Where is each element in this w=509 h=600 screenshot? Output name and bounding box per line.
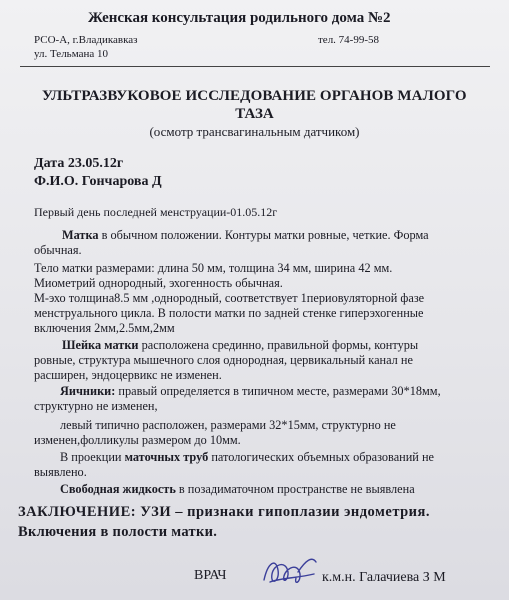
cervix-line1 <box>62 338 418 353</box>
ovaries-text1: правый определяется в типичном месте, размерами 30*18мм, <box>115 384 441 398</box>
fluid-text: в позадиматочном пространстве не выявлена <box>175 482 415 496</box>
fluid-line <box>60 482 415 497</box>
doctor-label: ВРАЧ <box>194 568 227 583</box>
uterus-line5: М-эхо толщина8.5 мм ,однородный, соответствует 1периовуляторной фазе <box>34 291 425 305</box>
conclusion-line1: ЗАКЛЮЧЕНИЕ: УЗИ – признаки гипоплазии эндометрия. <box>18 504 431 520</box>
patient-name: Ф.И.О. Гончарова Д <box>34 174 162 189</box>
uterus-line3: Тело матки размерами: длина 50 мм, толщина 34 мм, ширина 42 мм. <box>34 261 393 275</box>
tubes-line2: выявлено. <box>34 465 87 479</box>
tubes-line1 <box>60 450 434 465</box>
uterus-line7: включения 2мм,2.5мм,2мм <box>34 321 175 335</box>
uterus-line6: менструального цикла. В полости матки по задней стенке гиперэхогенные <box>34 306 424 320</box>
tubes-label: маточных труб <box>124 450 209 464</box>
fluid-label: Свободная жидкость <box>60 482 176 496</box>
report-title-line1: УЛЬТРАЗВУКОВОЕ ИССЛЕДОВАНИЕ ОРГАНОВ МАЛОГО <box>42 88 467 104</box>
conclusion-line2: Включения в полости матки. <box>18 524 218 540</box>
cervix-text1: расположена срединно, правильной формы, контуры <box>138 338 419 352</box>
last-menstruation: Первый день последней менструации-01.05.12г <box>34 205 278 219</box>
doctor-name: к.м.н. Галачиева З М <box>322 570 446 585</box>
ovaries-line2: структурно не изменен, <box>34 399 158 413</box>
uterus-line1 <box>62 228 429 243</box>
uterus-line2: обычная. <box>34 243 82 257</box>
report-subtitle: (осмотр трансвагинальным датчиком) <box>149 124 360 139</box>
cervix-line3: расширен, эндоцервикс не изменен. <box>34 368 222 382</box>
report-title-line2: ТАЗА <box>235 106 274 122</box>
ovaries-label: Яичники: <box>60 384 116 398</box>
cervix-label: Шейка матки <box>62 338 139 352</box>
clinic-title: Женская консультация родильного дома №2 <box>88 10 391 26</box>
clinic-address-line1: РСО-А, г.Владикавказ <box>34 34 138 46</box>
uterus-line4: Миометрий однородный, эхогенность обычная. <box>34 276 283 290</box>
uterus-text1: в обычном положении. Контуры матки ровные, четкие. Форма <box>98 228 429 242</box>
doctor-signature <box>258 552 322 592</box>
exam-date: Дата 23.05.12г <box>34 156 124 171</box>
header-divider <box>20 66 490 67</box>
tubes-pre: В проекции <box>60 450 125 464</box>
clinic-address-line2: ул. Тельмана 10 <box>34 48 108 60</box>
ovaries-line1 <box>60 384 441 399</box>
ovaries-line3: левый типично расположен, размерами 32*15мм, структурно не <box>60 418 396 432</box>
tubes-text1: патологических объемных образований не <box>208 450 435 464</box>
uterus-label: Матка <box>62 228 99 242</box>
cervix-line2: ровные, структура мышечного слоя однородная, цервикальный канал не <box>34 353 413 367</box>
clinic-phone: тел. 74-99-58 <box>318 34 380 46</box>
ovaries-line4: изменен,фолликулы размером до 10мм. <box>34 433 241 447</box>
